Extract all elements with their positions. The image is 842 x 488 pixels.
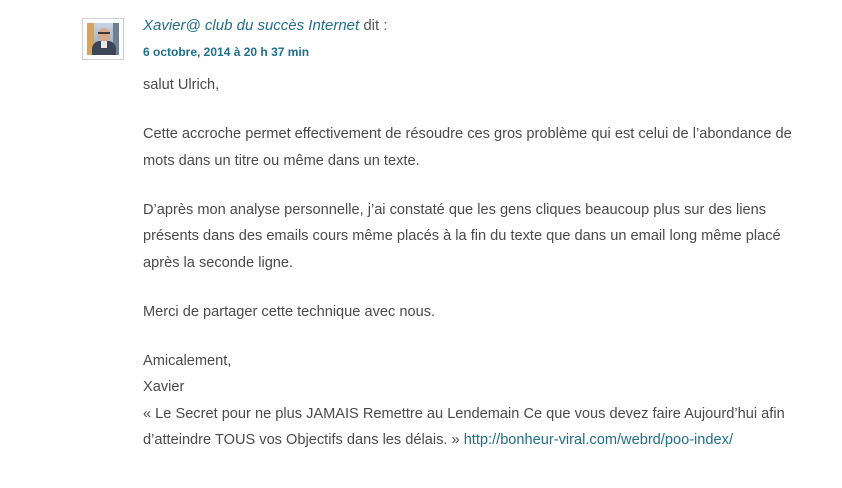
signature-quote: « Le Secret pour ne plus JAMAIS Remettre au Lendemain Ce que vous devez faire Aujourd’hui afin d’atteindre TOUS vos Objectifs dans les délais. » <box>143 405 785 448</box>
signature-name: Xavier <box>143 379 185 395</box>
user-photo-icon <box>87 23 119 55</box>
avatar <box>82 18 124 60</box>
paragraph: D’après mon analyse personnelle, j’ai constaté que les gens cliques beaucoup plus sur des liens présents dans des emails cours même placés à la fin du texte que dans un email long même placé après la seconde ligne. <box>143 201 781 271</box>
author-line <box>143 17 388 35</box>
author-link[interactable]: Xavier@ club du succès Internet <box>143 17 360 34</box>
signature-block <box>143 348 793 454</box>
comment-date-link[interactable]: 6 octobre, 2014 à 20 h 37 min <box>143 45 310 59</box>
says-label: dit : <box>359 17 388 34</box>
signoff: Amicalement, <box>143 352 232 369</box>
paragraph: Merci de partager cette technique avec nous. <box>143 303 436 320</box>
comment-body <box>143 72 793 454</box>
paragraph: Cette accroche permet effectivement de résoudre ces gros problème qui est celui de l’abondance de mots dans un titre ou même dans un texte. <box>143 126 792 169</box>
comment-meta <box>143 17 388 59</box>
greeting: salut Ulrich, <box>143 77 220 93</box>
signature-link[interactable]: http://bonheur-viral.com/webrd/poo-index/ <box>463 432 734 448</box>
